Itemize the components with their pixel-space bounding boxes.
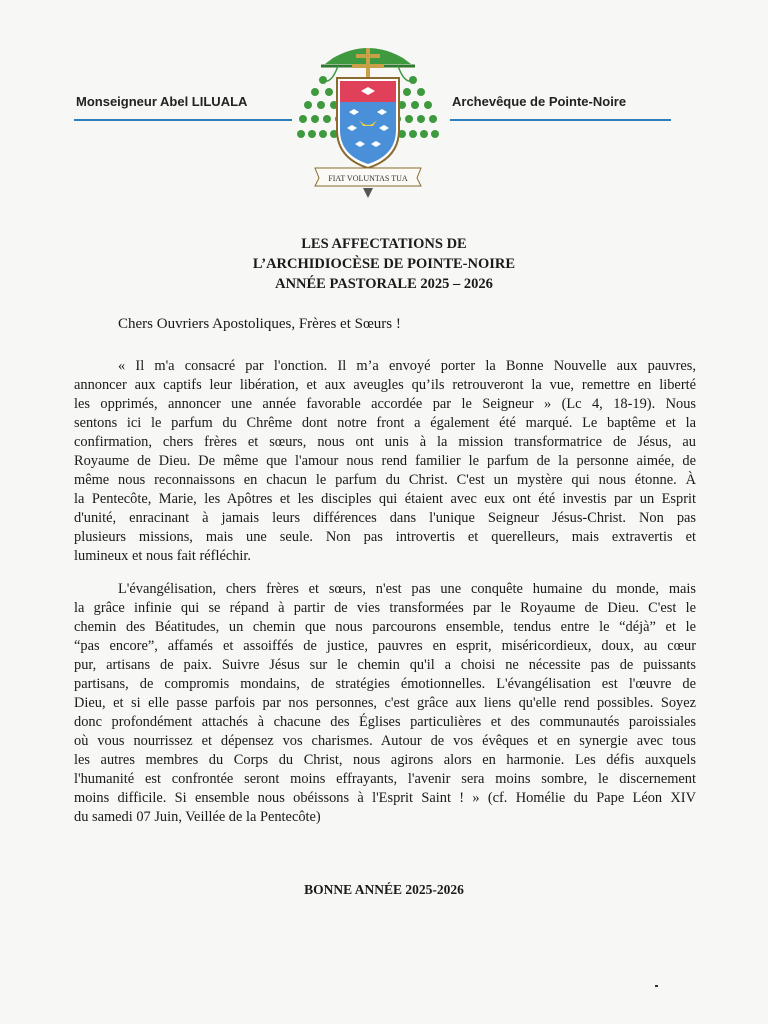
title-line-2: L’ARCHIDIOCÈSE DE POINTE-NOIRE <box>252 256 516 272</box>
header-rule-left <box>74 119 292 121</box>
paragraph-line: les opprimés, annoncer une année favorable accordée par le Seigneur » (Lc 4, 18-19). Nous <box>74 396 696 412</box>
paragraph-line: « Il m'a consacré par l'onction. Il m’a envoyé porter la Bonne Nouvelle aux pauvres, <box>118 358 696 374</box>
paragraph-line: moins difficile. Si ensemble nous obéissons à l'Esprit Saint ! » (cf. Homélie du Pape Léon XIV <box>74 790 696 806</box>
closing-greeting: BONNE ANNÉE 2025-2026 <box>304 882 464 897</box>
author-title: Archevêque de Pointe-Noire <box>452 94 627 109</box>
header-rule-right <box>450 119 671 121</box>
crest-motto: FIAT VOLUNTAS TUA <box>328 174 408 183</box>
paragraph-1 <box>74 357 696 566</box>
paragraph-line: la Pentecôte, Marie, les Apôtres et les disciples qui étaient avec eux ont été investis par un Esprit <box>74 491 696 507</box>
paragraph-line: l'humanité est confrontée seront moins effrayants, l'avenir sera moins sombre, le discernement <box>74 771 696 787</box>
paragraph-line: annoncer aux captifs leur libération, et aux aveugles qu’ils retrouveront la vue, remettre en liberté <box>74 377 696 393</box>
title-line-3: ANNÉE PASTORALE 2025 – 2026 <box>275 276 493 292</box>
paragraph-line: L'évangélisation, chers frères et sœurs, n'est pas une conquête humaine du monde, mais <box>118 581 696 597</box>
paragraph-line: Royaume de Dieu. De même que l'amour nous rend familier le parfum de la personne aimée, de <box>74 453 696 469</box>
paragraph-line: même nous reconnaissons en chacun le parfum du Christ. C'est un mystère qui nous étonne. À <box>74 472 696 488</box>
paragraph-line: où vous nourrissez et dépensez vos charismes. Autour de vos évêques et en synergie avec tous <box>74 733 696 749</box>
paragraph-line: sentons ici le parfum du Chrême dont notre front a également été marqué. Le baptême et la <box>74 415 696 431</box>
paragraph-line: “pas encore”, affamés et assoiffés de justice, pauvres en esprit, miséricordieux, doux, au cœur <box>74 638 696 654</box>
document-title <box>0 234 768 294</box>
paragraph-line: partisans, de compromis mondains, de stratégies émotionnelles. L'évangélisation est l'œuvre de <box>74 676 696 692</box>
scan-mark <box>655 985 658 987</box>
paragraph-line: les autres membres du Corps du Christ, nous agirons alors en harmonie. Les défis auxquels <box>74 752 696 768</box>
paragraph-line: confirmation, chers frères et sœurs, nous ont unis à la mission transformatrice de Jésus, au <box>74 434 696 450</box>
title-line-1: LES AFFECTATIONS DE <box>301 236 467 252</box>
paragraph-line: chemin des Béatitudes, un chemin que nous parcourons ensemble, tendus entre le “déjà” et le <box>74 619 696 635</box>
paragraph-line: la grâce infinie qui se répand à partir de vies transformées par le Royaume de Dieu. C'est le <box>74 600 696 616</box>
paragraph-line: pur, artisans de paix. Suivre Jésus sur le chemin qu'il a choisi ne nécessite pas de puissants <box>74 657 696 673</box>
paragraph-line: d'unité, enracinant à jamais leurs différences dans l'unique Seigneur Jésus-Christ. Non pas <box>74 510 696 526</box>
paragraph-line: plusieurs missions, mais une seule. Non pas introvertis et querelleurs, mais extravertis et <box>74 529 696 545</box>
author-name: Monseigneur Abel LILUALA <box>76 94 248 109</box>
paragraph-line: donc profondément attachés à chacune des Églises particulières et des communautés paroissiales <box>74 714 696 730</box>
paragraph-line: du samedi 07 Juin, Veillée de la Pentecôte) <box>74 809 321 825</box>
salutation: Chers Ouvriers Apostoliques, Frères et Sœurs ! <box>118 316 401 332</box>
paragraph-line: Dieu, et si elle passe parfois par nos personnes, c'est grâce aux liens qu'elle rend possibles. Soyez <box>74 695 696 711</box>
coat-of-arms <box>293 40 443 200</box>
paragraph-line: lumineux et nous fait réfléchir. <box>74 548 252 564</box>
paragraph-2 <box>74 580 696 827</box>
